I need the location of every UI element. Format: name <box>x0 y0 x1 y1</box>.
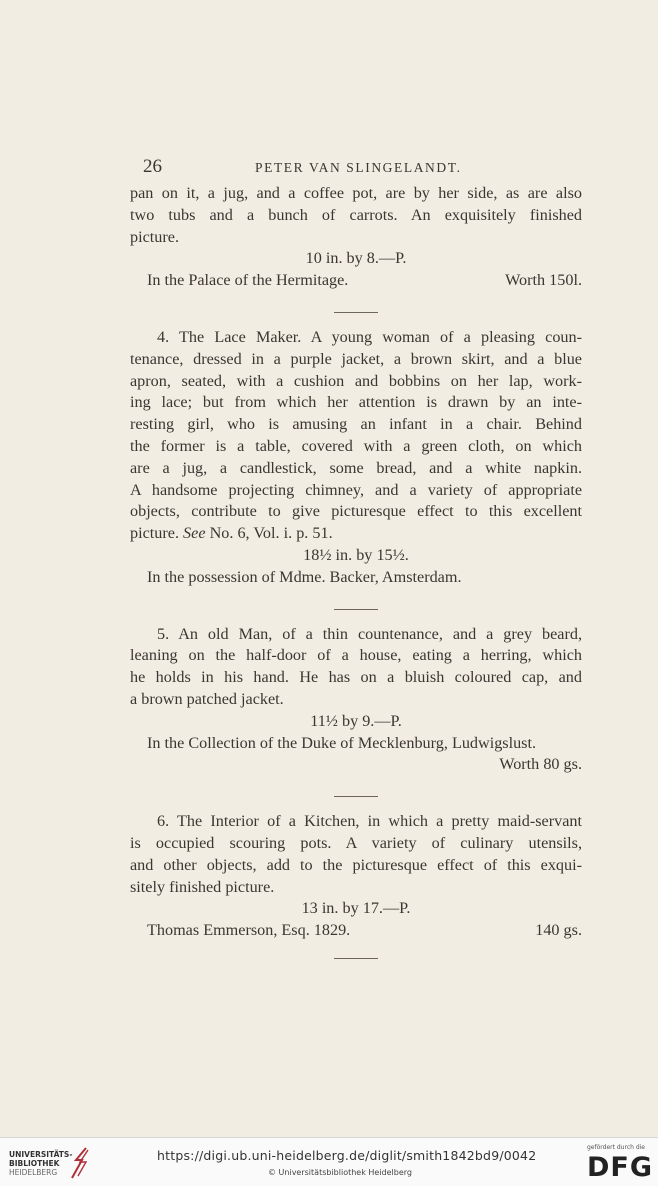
dimensions: 13 in. by 17.—P. <box>301 899 411 918</box>
library-emblem-icon <box>66 1146 92 1180</box>
provenance-row <box>130 920 582 942</box>
text-body <box>130 183 582 959</box>
text-line: is occupied scouring pots. A variety of culinary utensils, <box>130 833 582 852</box>
text-line: 6. The Interior of a Kitchen, in which a pretty maid-servant <box>157 812 582 831</box>
provenance-row <box>130 567 582 589</box>
location: In the possession of Mdme. Backer, Amsterdam. <box>147 567 462 586</box>
text-line: sitely finished picture. <box>130 877 275 896</box>
text-line: are a jug, a candlestick, some bread, and a white napkin. <box>130 458 582 477</box>
text-line <box>130 523 582 545</box>
dfg-logo[interactable]: DFG <box>587 1152 654 1183</box>
location: Thomas Emmerson, Esq. 1829. <box>147 921 351 940</box>
page-number: 26 <box>143 156 162 177</box>
text-line: resting girl, who is amusing an infant in a chair. Behind <box>130 415 582 434</box>
dimensions: 10 in. by 8.—P. <box>305 249 407 268</box>
provenance-row <box>130 733 582 755</box>
location: In the Palace of the Hermitage. <box>147 271 349 290</box>
text-line: apron, seated, with a cushion and bobbins on her lap, work- <box>130 371 582 390</box>
logo-text: UNIVERSITÄTS- <box>9 1150 73 1159</box>
entry-5 <box>130 624 582 777</box>
location: In the Collection of the Duke of Mecklenburg, Ludwigslust. <box>147 733 537 752</box>
worth: Worth 150l. <box>505 271 582 290</box>
text-line: pan on it, a jug, and a coffee pot, are by her side, as are also <box>130 184 582 202</box>
text-line: and other objects, add to the picturesque effect of this exqui- <box>130 855 582 874</box>
logo-text: HEIDELBERG <box>9 1168 58 1177</box>
dimensions: 18½ in. by 15½. <box>303 545 409 564</box>
text-fragment: No. 6, Vol. i. p. 51. <box>205 524 333 543</box>
text-line: 4. The Lace Maker. A young woman of a pleasing coun- <box>157 327 582 346</box>
entry-4 <box>130 327 582 589</box>
text-line: A handsome projecting chimney, and a variety of appropriate <box>130 480 582 499</box>
text-line: objects, contribute to give picturesque effect to this excellent <box>130 502 582 521</box>
entry-6 <box>130 811 582 942</box>
logo-text: BIBLIOTHEK <box>9 1159 60 1168</box>
text-line: he holds in his hand. He has on a bluish coloured cap, and <box>130 668 582 687</box>
dimensions: 11½ by 9.—P. <box>310 711 402 730</box>
see-reference: See <box>183 524 206 543</box>
text-line: picture. <box>130 227 179 246</box>
end-divider <box>334 958 378 959</box>
funding-caption: gefördert durch die <box>587 1144 645 1151</box>
permalink-url[interactable]: https://digi.ub.uni-heidelberg.de/diglit/smith1842bd9/0042 <box>157 1148 537 1163</box>
university-library-logo[interactable] <box>9 1150 72 1177</box>
viewer-footer <box>0 1137 658 1186</box>
provenance-row <box>130 270 582 292</box>
worth: Worth 80 gs. <box>499 755 582 774</box>
text-line: a brown patched jacket. <box>130 689 284 708</box>
entry-3 <box>130 183 582 292</box>
text-line: ing lace; but from which her attention is drawn by an inte- <box>130 393 582 412</box>
text-line: the former is a table, covered with a green cloth, on which <box>130 436 582 455</box>
text-fragment: picture. <box>130 524 184 543</box>
worth: 140 gs. <box>535 921 582 940</box>
text-line: 5. An old Man, of a thin countenance, and a grey beard, <box>157 624 582 643</box>
page-header <box>143 156 593 180</box>
text-line: leaning on the half-door of a house, eating a herring, which <box>130 646 582 665</box>
text-line: tenance, dressed in a purple jacket, a brown skirt, and a blue <box>130 349 582 368</box>
copyright-notice: © Universitätsbibliothek Heidelberg <box>268 1168 413 1177</box>
running-head: PETER VAN SLINGELANDT. <box>255 160 462 175</box>
text-line: two tubs and a bunch of carrots. An exquisitely finished <box>130 205 582 224</box>
